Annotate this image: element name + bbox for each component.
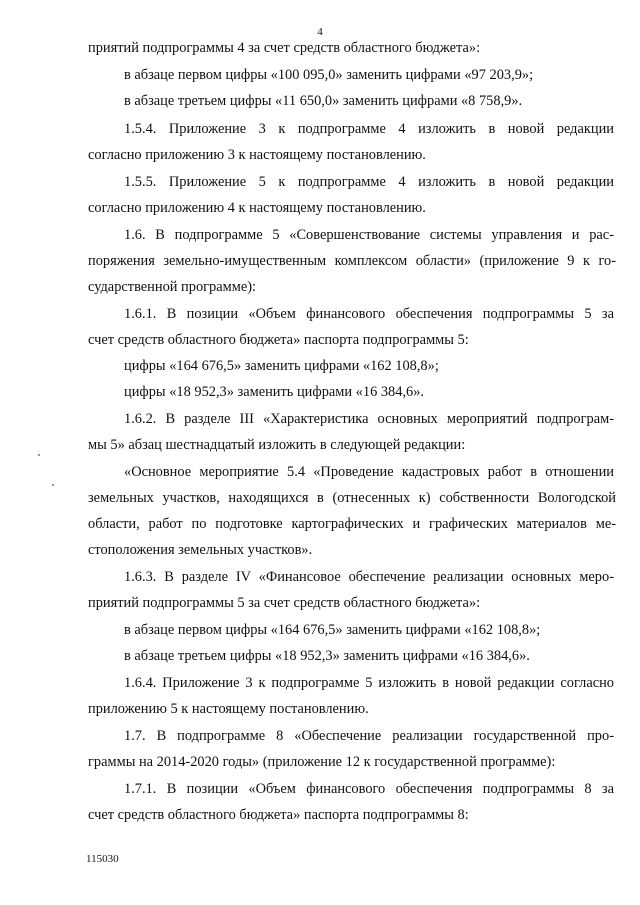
text-line: цифры «18 952,3» заменить цифрами «16 384,6». [124, 384, 425, 400]
text-line: 1.6.2. В разделе III «Характеристика основных мероприятий подпрограм- [124, 411, 614, 427]
text-line: 1.5.5. Приложение 5 к подпрограмме 4 изложить в новой редакции [124, 174, 614, 190]
text-line: 1.6.4. Приложение 3 к подпрограмме 5 изложить в новой редакции согласно [124, 675, 614, 691]
text-line: 1.7. В подпрограмме 8 «Обеспечение реализации государственной про- [124, 728, 614, 744]
text-line: области, работ по подготовке картографических и графических материалов ме- [88, 516, 616, 532]
text-line: в абзаце первом цифры «164 676,5» заменить цифрами «162 108,8»; [124, 622, 541, 638]
text-line: в абзаце третьем цифры «18 952,3» заменить цифрами «16 384,6». [124, 648, 530, 664]
text-line: согласно приложению 4 к настоящему постановлению. [88, 200, 426, 216]
text-line: в абзаце третьем цифры «11 650,0» заменить цифрами «8 758,9». [124, 93, 523, 109]
text-line: 1.6.3. В разделе IV «Финансовое обеспечение реализации основных меро- [124, 569, 614, 585]
text-line: счет средств областного бюджета» паспорта подпрограммы 5: [88, 332, 469, 348]
text-line: приятий подпрограммы 4 за счет средств областного бюджета»: [88, 40, 481, 56]
text-line: 1.6.1. В позиции «Объем финансового обеспечения подпрограммы 5 за [124, 306, 614, 322]
footer-code: 115030 [86, 853, 119, 865]
text-line: мы 5» абзац шестнадцатый изложить в следующей редакции: [88, 437, 466, 453]
text-line: цифры «164 676,5» заменить цифрами «162 108,8»; [124, 358, 439, 374]
text-line: согласно приложению 3 к настоящему постановлению. [88, 147, 426, 163]
text-line: граммы на 2014-2020 годы» (приложение 12 к государственной программе): [88, 754, 556, 770]
text-line: 1.7.1. В позиции «Объем финансового обеспечения подпрограммы 8 за [124, 781, 614, 797]
text-line: поряжения земельно-имущественным комплексом области» (приложение 9 к го- [88, 253, 616, 269]
scan-speck [52, 484, 54, 486]
text-line: «Основное мероприятие 5.4 «Проведение кадастровых работ в отношении [124, 464, 614, 480]
text-line: сударственной программе): [88, 279, 257, 295]
scan-speck [38, 454, 40, 456]
text-line: счет средств областного бюджета» паспорта подпрограммы 8: [88, 807, 469, 823]
text-line: стоположения земельных участков». [88, 542, 313, 558]
text-line: приятий подпрограммы 5 за счет средств областного бюджета»: [88, 595, 481, 611]
text-line: в абзаце первом цифры «100 095,0» заменить цифрами «97 203,9»; [124, 67, 534, 83]
text-line: земельных участков, находящихся в (отнесенных к) собственности Вологодской [88, 490, 616, 506]
page-number: 4 [317, 26, 323, 38]
text-line: 1.5.4. Приложение 3 к подпрограмме 4 изложить в новой редакции [124, 121, 614, 137]
text-line: 1.6. В подпрограмме 5 «Совершенствование системы управления и рас- [124, 227, 614, 243]
text-line: приложению 5 к настоящему постановлению. [88, 701, 369, 717]
